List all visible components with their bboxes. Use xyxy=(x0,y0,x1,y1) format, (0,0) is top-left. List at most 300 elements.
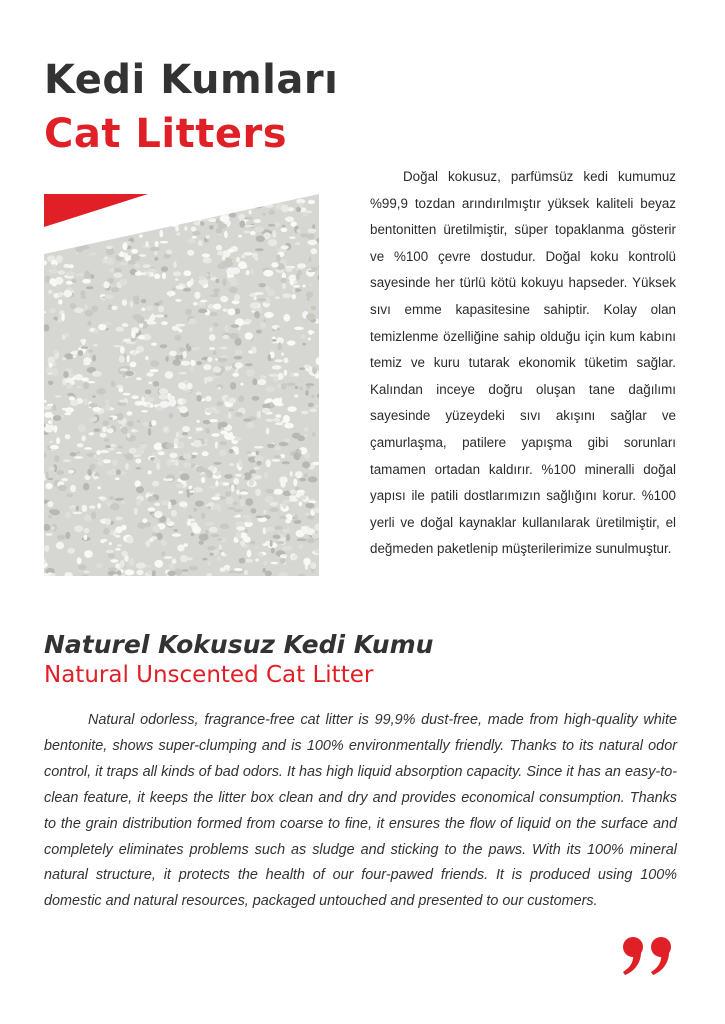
litter-granule xyxy=(117,544,123,547)
litter-granule xyxy=(276,254,280,262)
litter-granule xyxy=(101,539,107,542)
litter-granule xyxy=(173,271,181,276)
litter-granule xyxy=(145,389,152,394)
litter-granule xyxy=(45,472,48,480)
litter-granule xyxy=(236,490,240,495)
litter-granule xyxy=(282,293,292,297)
litter-granule xyxy=(210,534,219,538)
litter-granule xyxy=(107,470,116,475)
litter-granule xyxy=(234,294,240,301)
litter-granule xyxy=(106,246,113,249)
litter-granule xyxy=(106,249,115,255)
litter-granule xyxy=(233,502,237,505)
litter-granule xyxy=(111,287,120,292)
litter-granule xyxy=(251,452,257,456)
litter-granule xyxy=(245,363,253,366)
litter-granule xyxy=(97,457,103,459)
litter-granule xyxy=(149,369,158,372)
litter-granule xyxy=(126,536,134,543)
litter-granule xyxy=(235,349,243,355)
litter-granule xyxy=(174,335,181,341)
litter-granule xyxy=(193,440,202,448)
litter-granule xyxy=(283,415,290,423)
litter-granule xyxy=(173,261,176,268)
page-title-turkish: Kedi Kumları xyxy=(44,57,339,103)
litter-granule xyxy=(173,359,181,366)
litter-granule xyxy=(236,531,242,539)
litter-granule xyxy=(121,426,128,434)
litter-granule xyxy=(84,550,93,558)
litter-granule xyxy=(110,503,119,510)
litter-granule xyxy=(246,422,255,428)
litter-granule xyxy=(162,273,166,280)
litter-granule xyxy=(166,443,175,449)
litter-granule xyxy=(57,535,65,540)
litter-granule xyxy=(150,403,153,407)
litter-granule xyxy=(180,555,188,563)
litter-granule xyxy=(88,432,94,435)
litter-granule xyxy=(236,526,245,531)
litter-granule xyxy=(176,233,180,236)
litter-granule xyxy=(242,515,252,518)
litter-granule xyxy=(240,499,245,507)
litter-granule xyxy=(311,394,314,398)
litter-granule xyxy=(190,367,193,372)
litter-granule xyxy=(192,452,198,455)
litter-granule xyxy=(273,535,281,539)
litter-granule xyxy=(132,351,136,356)
litter-granule xyxy=(228,412,231,418)
litter-granule xyxy=(161,266,168,272)
litter-granule xyxy=(192,236,197,239)
litter-granule xyxy=(168,501,172,509)
litter-granule xyxy=(294,327,304,330)
litter-granule xyxy=(109,496,114,500)
litter-granule xyxy=(103,528,110,535)
litter-granule xyxy=(207,357,212,362)
litter-granule xyxy=(163,428,168,432)
litter-granule xyxy=(136,499,142,506)
litter-granule xyxy=(172,533,181,536)
litter-granule xyxy=(98,496,105,499)
litter-granule xyxy=(115,477,120,480)
litter-granule xyxy=(54,425,58,432)
litter-granule xyxy=(105,404,110,411)
litter-granule xyxy=(119,400,126,403)
litter-granule xyxy=(184,543,188,547)
litter-granule xyxy=(222,278,226,286)
litter-granule xyxy=(128,558,135,566)
litter-granule xyxy=(229,449,234,454)
litter-granule xyxy=(304,473,308,477)
litter-granule xyxy=(58,270,65,274)
litter-granule xyxy=(86,286,94,289)
litter-granule xyxy=(179,471,183,474)
litter-granule xyxy=(287,406,296,412)
litter-granule xyxy=(89,252,97,255)
litter-granule xyxy=(207,272,210,275)
litter-granule xyxy=(145,540,150,547)
litter-granule xyxy=(308,200,315,204)
litter-granule xyxy=(280,554,287,558)
litter-granule xyxy=(118,446,123,449)
litter-granule xyxy=(271,548,275,554)
litter-granule xyxy=(204,438,207,446)
litter-granule xyxy=(196,395,202,402)
litter-granule xyxy=(183,462,192,467)
litter-granule xyxy=(292,294,296,299)
litter-granule xyxy=(139,254,146,256)
litter-granule xyxy=(280,558,286,564)
litter-granule xyxy=(290,372,294,377)
litter-granule xyxy=(155,456,158,459)
litter-granule xyxy=(303,558,310,566)
litter-granule xyxy=(266,459,271,467)
litter-granule xyxy=(244,559,253,563)
litter-granule xyxy=(282,529,290,532)
litter-granule xyxy=(64,290,73,298)
litter-granule xyxy=(205,396,211,402)
litter-granule xyxy=(132,314,142,320)
litter-granule xyxy=(156,463,160,470)
litter-granule xyxy=(196,466,206,473)
litter-granule xyxy=(268,239,277,246)
litter-granule xyxy=(105,445,111,448)
litter-granule xyxy=(105,400,109,404)
litter-granule xyxy=(100,450,109,453)
litter-granule xyxy=(228,277,238,282)
litter-granule xyxy=(210,553,214,556)
litter-granule xyxy=(277,342,282,350)
litter-granule xyxy=(273,418,280,422)
litter-granule xyxy=(153,459,161,464)
litter-granule xyxy=(74,308,84,314)
litter-granule xyxy=(201,477,205,483)
litter-granule xyxy=(213,304,221,310)
litter-granule xyxy=(127,411,133,415)
litter-granule xyxy=(220,431,227,435)
litter-granule xyxy=(121,500,126,504)
litter-granule xyxy=(230,382,236,390)
litter-granule xyxy=(148,570,152,575)
litter-granule xyxy=(235,369,239,373)
litter-granule xyxy=(249,210,252,214)
litter-granule xyxy=(230,333,239,339)
litter-granule xyxy=(194,292,200,299)
litter-granule xyxy=(240,491,248,495)
litter-granule xyxy=(182,432,188,435)
litter-granule xyxy=(91,306,98,312)
litter-granule xyxy=(74,456,83,459)
litter-granule xyxy=(158,306,164,312)
litter-granule xyxy=(137,401,147,405)
litter-granule xyxy=(311,267,317,272)
litter-granule xyxy=(151,343,157,346)
litter-granule xyxy=(196,391,201,395)
litter-granule xyxy=(136,570,143,575)
litter-granule xyxy=(145,356,149,360)
litter-granule xyxy=(285,216,294,222)
litter-granule xyxy=(225,435,235,440)
litter-granule xyxy=(179,406,187,413)
litter-granule xyxy=(249,479,254,486)
litter-granule xyxy=(308,234,315,240)
litter-granule xyxy=(92,416,97,420)
litter-granule xyxy=(256,516,265,519)
litter-granule xyxy=(174,568,182,575)
litter-granule xyxy=(252,253,258,259)
litter-granule xyxy=(83,483,90,491)
litter-granule xyxy=(262,543,267,546)
litter-granule xyxy=(190,278,193,285)
litter-granule xyxy=(183,453,192,459)
litter-granule xyxy=(67,548,75,554)
litter-granule xyxy=(166,478,173,481)
litter-granule xyxy=(131,330,136,338)
litter-granule xyxy=(84,528,90,533)
litter-granule xyxy=(127,355,130,363)
litter-granule xyxy=(96,450,101,455)
litter-granule xyxy=(260,376,265,379)
litter-granule xyxy=(102,258,106,263)
litter-granule xyxy=(302,461,310,468)
litter-granule xyxy=(223,482,230,485)
litter-granule xyxy=(175,355,180,360)
litter-granule xyxy=(200,300,207,303)
litter-granule xyxy=(45,533,53,536)
litter-granule xyxy=(162,551,166,556)
litter-granule xyxy=(234,509,238,512)
litter-granule xyxy=(308,338,311,341)
litter-granule xyxy=(130,301,133,308)
litter-granule xyxy=(274,526,283,530)
litter-granule xyxy=(70,303,77,309)
litter-granule xyxy=(164,315,167,318)
litter-granule xyxy=(300,495,307,500)
product-description-english: Natural odorless, fragrance-free cat litter is 99,9% dust-free, made from high-quality white bentonite, shows super-clumping and is 100% environmentally friendly. Thanks to its natural odor control, it traps all kinds of bad odors. It has high liquid absorption capacity. Since it has an easy-to-clean feature, it keeps the litter box clean and dry and provides economical consumption. Thanks to the grain distribution formed from coarse to fine, it ensures the flow of liquid on the surface and completely eliminates problems such as sludge and sticking to the paws. With its 100% mineral natural structure, it protects the health of our four-pawed friends. It is produced using 100% domestic and natural resources, packaged untouched and presented to our customers. xyxy=(44,712,677,910)
litter-granule xyxy=(228,570,236,573)
litter-granule xyxy=(254,292,264,295)
litter-granule xyxy=(64,378,74,383)
litter-granule xyxy=(280,278,286,284)
litter-granule xyxy=(82,279,91,284)
litter-granule xyxy=(148,507,156,511)
litter-granule xyxy=(76,506,79,511)
litter-granule xyxy=(198,309,207,314)
litter-granule xyxy=(271,262,278,267)
litter-granule xyxy=(85,310,93,317)
litter-granule xyxy=(154,560,163,568)
litter-granule xyxy=(167,518,171,523)
litter-granule xyxy=(177,442,185,448)
litter-granule xyxy=(294,395,298,398)
litter-granule xyxy=(169,453,177,459)
litter-granule xyxy=(266,489,275,494)
litter-granule xyxy=(192,346,200,351)
litter-granule xyxy=(299,387,303,391)
litter-granule xyxy=(135,272,143,276)
litter-granule xyxy=(232,373,239,377)
litter-granule xyxy=(268,224,276,227)
litter-granule xyxy=(270,402,273,408)
litter-granule xyxy=(48,290,53,294)
litter-granule xyxy=(84,447,92,450)
litter-granule xyxy=(263,510,266,514)
litter-granule xyxy=(105,294,114,299)
litter-granule xyxy=(127,421,134,427)
litter-granule xyxy=(81,346,89,348)
litter-granule xyxy=(127,433,131,438)
litter-granule xyxy=(209,327,212,332)
litter-granule xyxy=(77,350,83,356)
litter-granule xyxy=(282,225,286,228)
litter-granule xyxy=(301,233,309,237)
litter-granule xyxy=(115,548,121,551)
litter-granule xyxy=(137,420,141,423)
litter-granule xyxy=(48,269,58,273)
litter-granule xyxy=(216,279,220,283)
litter-granule xyxy=(294,452,301,460)
litter-granule xyxy=(77,451,81,454)
litter-granule xyxy=(259,308,263,314)
litter-granule xyxy=(302,285,305,288)
litter-granule xyxy=(169,291,172,297)
litter-granule xyxy=(297,270,302,276)
litter-granule xyxy=(219,355,229,358)
litter-granule xyxy=(281,353,284,356)
litter-granule xyxy=(145,241,148,247)
litter-granule xyxy=(272,365,282,369)
litter-granule xyxy=(210,312,218,316)
litter-granule xyxy=(255,248,264,251)
litter-granule xyxy=(299,478,306,482)
litter-granule xyxy=(289,498,298,501)
litter-granule xyxy=(240,220,246,228)
litter-granule xyxy=(234,356,243,360)
litter-granule xyxy=(63,371,68,378)
litter-granule xyxy=(217,557,221,561)
litter-granule xyxy=(47,501,53,507)
litter-granule xyxy=(240,540,246,546)
litter-granule xyxy=(262,408,270,413)
litter-granule xyxy=(97,503,101,509)
litter-granule xyxy=(209,225,214,230)
litter-granule xyxy=(110,444,116,448)
litter-granule xyxy=(216,245,222,251)
litter-granule xyxy=(118,252,128,257)
litter-granule xyxy=(172,559,177,564)
litter-granule xyxy=(64,332,69,337)
litter-granule xyxy=(312,367,317,374)
litter-granule xyxy=(66,494,73,498)
litter-granule xyxy=(75,374,83,381)
litter-granule xyxy=(283,314,290,322)
litter-granule xyxy=(222,335,229,339)
litter-granule xyxy=(222,256,226,261)
litter-granule xyxy=(302,343,306,346)
litter-granule xyxy=(102,421,109,427)
litter-granule xyxy=(275,222,280,228)
litter-granule xyxy=(129,448,136,454)
litter-granule xyxy=(161,540,167,546)
litter-granule xyxy=(286,267,293,272)
litter-granule xyxy=(53,350,58,354)
litter-granule xyxy=(229,213,236,218)
litter-granule xyxy=(295,487,299,490)
litter-granule xyxy=(106,257,114,265)
litter-granule xyxy=(203,257,212,263)
litter-granule xyxy=(155,241,159,247)
litter-granule xyxy=(196,427,203,431)
litter-granule xyxy=(92,407,101,412)
litter-granule xyxy=(246,270,250,275)
litter-granule xyxy=(81,339,85,345)
litter-granule xyxy=(165,371,174,379)
litter-granule xyxy=(175,278,178,281)
litter-granule xyxy=(176,432,179,437)
litter-granule xyxy=(203,364,211,370)
litter-granule xyxy=(154,503,160,507)
litter-granule xyxy=(120,346,125,353)
litter-granule xyxy=(309,284,313,287)
litter-granule xyxy=(277,384,281,389)
litter-granule xyxy=(54,455,60,462)
litter-granule xyxy=(226,497,234,505)
litter-granule xyxy=(275,414,281,418)
litter-granule xyxy=(202,254,210,258)
litter-granule xyxy=(250,269,254,274)
litter-granule xyxy=(273,455,281,458)
litter-granule xyxy=(221,552,225,556)
litter-granule xyxy=(73,512,83,514)
litter-granule xyxy=(205,428,210,434)
litter-granule xyxy=(234,539,239,543)
litter-granule xyxy=(186,343,190,350)
litter-granule xyxy=(207,471,213,478)
litter-granule xyxy=(289,237,295,239)
litter-granule xyxy=(148,382,152,385)
litter-granule xyxy=(273,376,278,382)
litter-granule xyxy=(66,271,75,276)
litter-granule xyxy=(191,533,195,537)
litter-granule xyxy=(202,451,209,456)
litter-granule xyxy=(250,302,259,309)
litter-granule xyxy=(299,202,303,208)
litter-granule xyxy=(134,508,138,515)
litter-granule xyxy=(209,347,215,349)
litter-granule xyxy=(47,357,55,364)
litter-granule xyxy=(160,241,169,244)
litter-granule xyxy=(209,334,216,341)
litter-granule xyxy=(69,507,77,510)
litter-granule xyxy=(103,281,109,288)
litter-granule xyxy=(159,394,168,399)
litter-granule xyxy=(122,299,127,306)
litter-granule xyxy=(176,324,186,327)
litter-granule xyxy=(179,372,187,374)
litter-granule xyxy=(56,542,64,550)
litter-granule xyxy=(256,330,262,334)
litter-granule xyxy=(255,227,265,233)
litter-granule xyxy=(62,357,66,360)
litter-granule xyxy=(100,433,107,438)
litter-granule xyxy=(299,367,305,370)
litter-granule xyxy=(303,428,309,432)
litter-granule xyxy=(219,422,227,428)
litter-granule xyxy=(52,264,57,268)
litter-granule xyxy=(217,264,226,269)
litter-granule xyxy=(227,507,236,510)
